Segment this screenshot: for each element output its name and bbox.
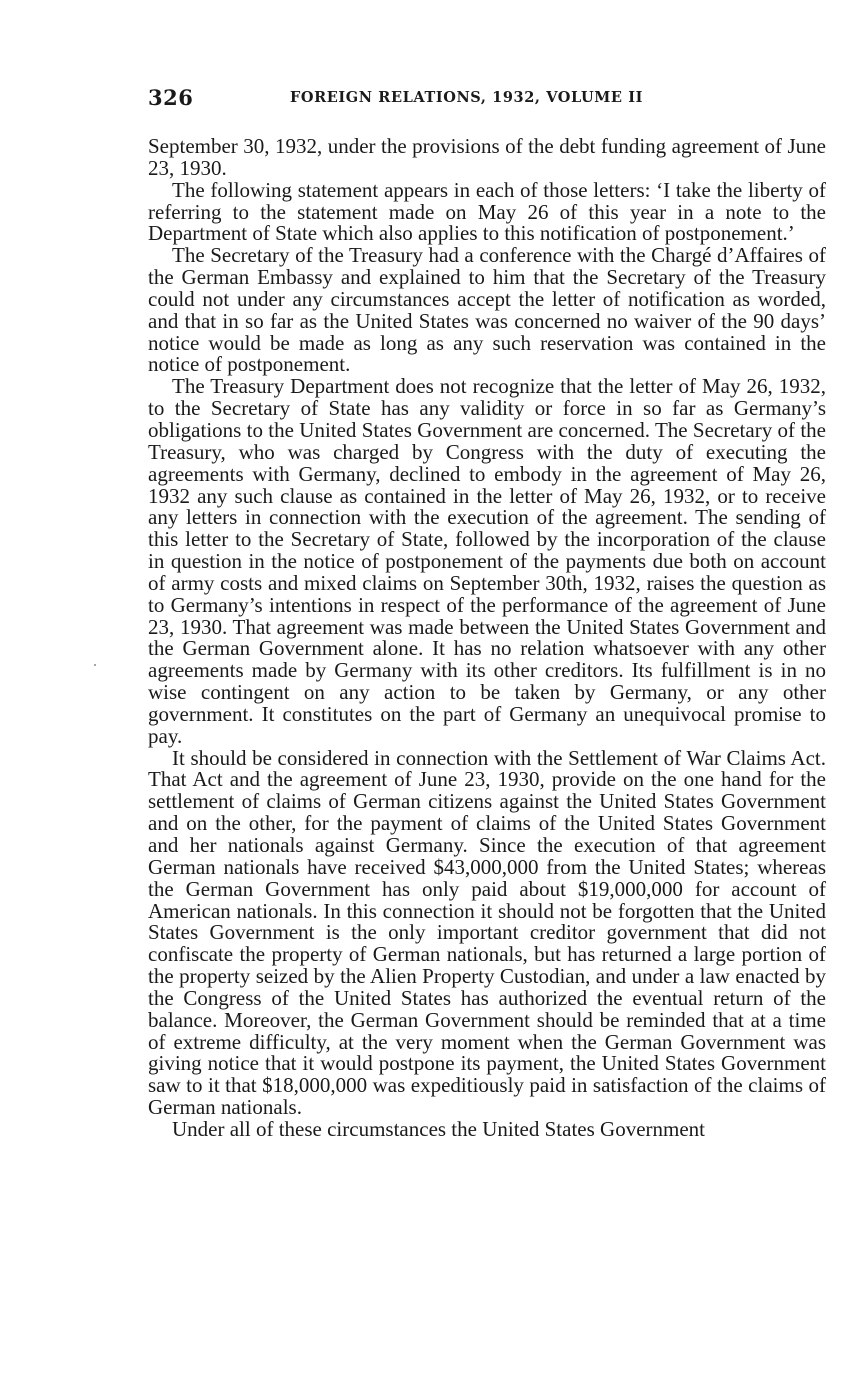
paragraph-continuation: September 30, 1932, under the provisions of the debt funding agreement of June 23, 1930. xyxy=(148,134,826,180)
body-text xyxy=(148,136,826,1141)
paragraph-letters-statement: The following statement appears in each of those letters: ‘I take the liberty of referring to the statement made on May 26 of this year in a note to the Department of State which also applies to this notification of postponement.’ xyxy=(148,177,826,246)
page-number: 326 xyxy=(148,85,194,110)
paragraph-treasury-conference: The Secretary of the Treasury had a conference with the Chargé d’Affaires of the German Embassy and explained to him that the Secretary of the Treasury could not under any circumstances accept the letter of notification as worded, and that in so far as the United States was concerned no waiver of the 90 days’ notice would be made as long as any such reservation was contained in the notice of postponement. xyxy=(148,243,826,377)
paragraph-treasury-position: The Treasury Department does not recognize that the letter of May 26, 1932, to the Secretary of State has any validity or force in so far as Germany’s obligations to the United States Government are concerned. The Secretary of the Treasury, who was charged by Congress with the duty of executing the agreements with Germany, declined to embody in the agreement of May 26, 1932 any such clause as contained in the letter of May 26, 1932, or to receive any letters in connection with the execution of the agreement. The sending of this letter to the Secretary of State, followed by the incorporation of the clause in question in the notice of postponement of the payments due both on account of army costs and mixed claims on September 30th, 1932, raises the question as to Germany’s intentions in respect of the performance of the agreement of June 23, 1930. That agreement was made between the United States Government and the German Government alone. It has no relation whatsoever with any other agreements made by Germany with its other creditors. Its fulfillment is in no wise contingent on any action to be taken by Germany, or any other government. It constitutes on the part of Germany an unequivocal promise to pay. xyxy=(148,374,826,748)
margin-dot-mark xyxy=(94,664,96,666)
running-title: FOREIGN RELATIONS, 1932, VOLUME II xyxy=(290,89,644,106)
paragraph-closing-line: Under all of these circumstances the United States Government xyxy=(172,1116,705,1141)
paragraph-war-claims-act: It should be considered in connection with the Settlement of War Claims Act. That Act and the agreement of June 23, 1930, provide on the one hand for the settlement of claims of German citizens against the United States Government and on the other, for the payment of claims of the United States Government and her nationals against Germany. Since the execution of that agreement German nationals have received $43,000,000 from the United States; whereas the German Government has only paid about $19,000,000 for account of American nationals. In this connection it should not be forgotten that the United States Government is the only important creditor government that did not confiscate the property of German nationals, but has returned a large portion of the property seized by the Alien Property Custodian, and under a law enacted by the Congress of the United States has authorized the eventual return of the balance. Moreover, the German Government should be reminded that at a time of extreme difficulty, at the very moment when the German Government was giving notice that it would postpone its payment, the United States Government saw to it that $18,000,000 was expeditiously paid in satisfaction of the claims of German nationals. xyxy=(148,745,826,1120)
running-head xyxy=(148,85,826,115)
